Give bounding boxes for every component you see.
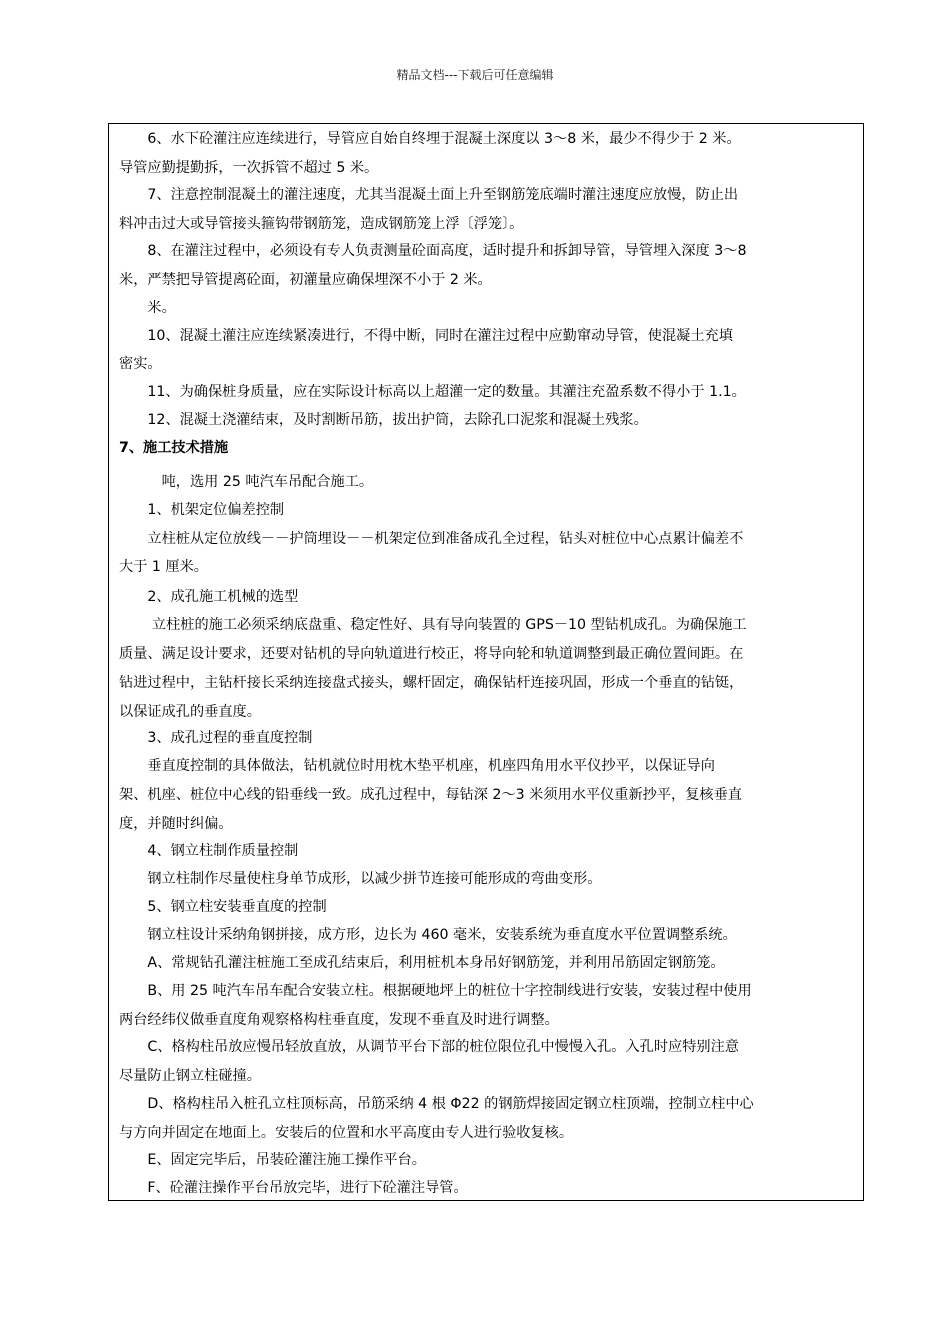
text-line: 密实。 bbox=[119, 356, 162, 372]
text-line: F、砼灌注操作平台吊放完毕，进行下砼灌注导管。 bbox=[119, 1180, 468, 1196]
text-line: 钢立柱制作尽量使柱身单节成形，以减少拼节连接可能形成的弯曲变形。 bbox=[119, 871, 602, 887]
text-line: 米，严禁把导管提离砼面，初灌量应确保埋深不小于 2 米。 bbox=[119, 272, 492, 288]
text-line: 与方向并固定在地面上。安装后的位置和水平高度由专人进行验收复核。 bbox=[119, 1125, 574, 1141]
text-line: 2、成孔施工机械的选型 bbox=[119, 589, 299, 605]
text-line: 立柱桩的施工必须采纳底盘重、稳定性好、具有导向装置的 GPS－10 型钻机成孔。为确保施工 bbox=[119, 617, 747, 633]
text-line: 3、成孔过程的垂直度控制 bbox=[119, 730, 313, 746]
text-line: 垂直度控制的具体做法，钻机就位时用枕木垫平机座，机座四角用水平仪抄平，以保证导向 bbox=[119, 758, 715, 774]
text-line: 8、在灌注过程中，必须设有专人负责测量砼面高度，适时提升和拆卸导管，导管埋入深度 3～8 bbox=[119, 243, 747, 259]
text-line: E、固定完毕后，吊装砼灌注施工操作平台。 bbox=[119, 1152, 426, 1168]
text-line: 料冲击过大或导管接头箍钩带钢筋笼，造成钢筋笼上浮〔浮笼〕。 bbox=[119, 216, 524, 232]
text-line: 大于 1 厘米。 bbox=[119, 559, 208, 575]
text-line: 12、混凝土浇灌结束，及时割断吊筋，拔出护筒，去除孔口泥浆和混凝土残浆。 bbox=[119, 412, 648, 428]
page-header: 精品文档---下载后可任意编辑 bbox=[396, 68, 554, 82]
text-line: 吨，选用 25 吨汽车吊配合施工。 bbox=[119, 474, 374, 490]
text-line: 两台经纬仪做垂直度角观察格构柱垂直度，发现不垂直及时进行调整。 bbox=[119, 1012, 559, 1028]
text-line: B、用 25 吨汽车吊车配合安装立柱。根据硬地坪上的桩位十字控制线进行安装，安装过程中使用 bbox=[119, 983, 752, 999]
section-heading: 7、施工技术措施 bbox=[119, 440, 229, 456]
content-frame bbox=[108, 123, 864, 1201]
text-line: 尽量防止钢立柱碰撞。 bbox=[119, 1068, 261, 1084]
text-line: 架、机座、桩位中心线的铅垂线一致。成孔过程中，每钻深 2～3 米须用水平仪重新抄平，复核垂直 bbox=[119, 787, 742, 803]
text-line: 质量、满足设计要求，还要对钻机的导向轨道进行校正，将导向轮和轨道调整到最正确位置间距。在 bbox=[119, 646, 744, 662]
text-line: 11、为确保桩身质量，应在实际设计标高以上超灌一定的数量。其灌注充盈系数不得小于 1.1。 bbox=[119, 384, 746, 400]
text-line: 以保证成孔的垂直度。 bbox=[119, 704, 261, 720]
text-line: 1、机架定位偏差控制 bbox=[119, 502, 285, 518]
text-line: 10、混凝土灌注应连续紧凑进行，不得中断，同时在灌注过程中应勤窜动导管，使混凝土充填 bbox=[119, 328, 733, 344]
text-line: 钻进过程中，主钻杆接长采纳连接盘式接头，螺杆固定，确保钻杆连接巩固，形成一个垂直的钻铤， bbox=[119, 675, 744, 691]
text-line: A、常规钻孔灌注桩施工至成孔结束后，利用桩机本身吊好钢筋笼，并利用吊筋固定钢筋笼。 bbox=[119, 955, 725, 971]
text-line: 6、水下砼灌注应连续进行，导管应自始自终埋于混凝土深度以 3～8 米，最少不得少于 2 米。 bbox=[119, 131, 741, 147]
text-line: 度，并随时纠偏。 bbox=[119, 816, 233, 832]
text-line: 7、注意控制混凝土的灌注速度，尤其当混凝土面上升至钢筋笼底端时灌注速度应放慢，防止出 bbox=[119, 187, 739, 203]
text-line: 米。 bbox=[119, 300, 176, 316]
text-line: D、格构柱吊入桩孔立柱顶标高，吊筋采纳 4 根 Φ22 的钢筋焊接固定钢立柱顶端，控制立柱中心 bbox=[119, 1096, 754, 1112]
text-line: 钢立柱设计采纳角钢拼接，成方形，边长为 460 毫米，安装系统为垂直度水平位置调整系统。 bbox=[119, 927, 737, 943]
text-line: 4、钢立柱制作质量控制 bbox=[119, 843, 299, 859]
text-line: C、格构柱吊放应慢吊轻放直放，从调节平台下部的桩位限位孔中慢慢入孔。入孔时应特别注意 bbox=[119, 1039, 739, 1055]
text-line: 导管应勤提勤拆，一次拆管不超过 5 米。 bbox=[119, 160, 379, 176]
text-line: 立柱桩从定位放线－－护筒埋设－－机架定位到准备成孔全过程，钻头对桩位中心点累计偏差不 bbox=[119, 531, 744, 547]
text-line: 5、钢立柱安装垂直度的控制 bbox=[119, 899, 327, 915]
